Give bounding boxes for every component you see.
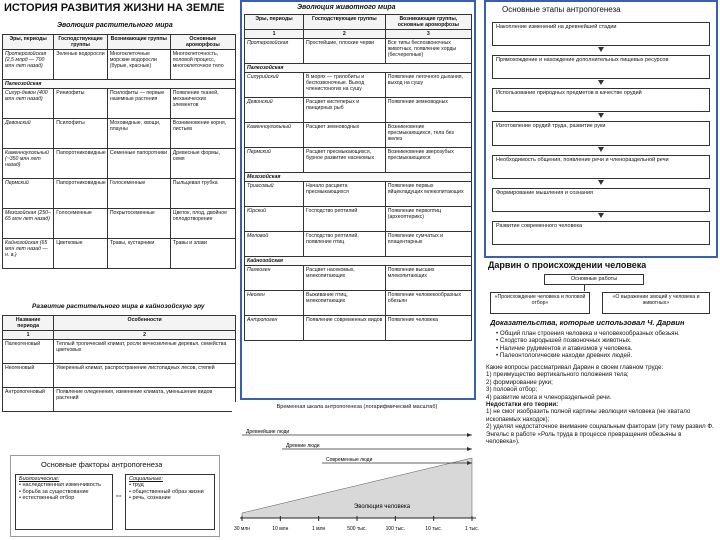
stage-box: Формирование мышления и сознания (492, 188, 710, 212)
bullet-icon: • (129, 482, 133, 489)
factor-text: наследственная изменчивость (22, 482, 101, 489)
table-row (3, 80, 236, 89)
work-2: «О выражении эмоций у человека и животных» (602, 292, 710, 314)
table-cell: Появление сумчатых и плацентарных (385, 232, 471, 257)
col-header: Особенности (54, 316, 236, 331)
down-arrow-icon (598, 47, 604, 52)
table-cell: Появление современных видов (304, 316, 386, 341)
factor-text: естественный отбор (22, 495, 75, 502)
table-cell: Травы, кустарники (107, 239, 170, 269)
stage-box: Необходимость общения, появление речи и членораздельной речи (492, 155, 710, 179)
table-cell: Палеогеновый (3, 340, 54, 364)
table-cell: Юрский (245, 207, 304, 232)
darwin-panel (484, 258, 718, 538)
animals-title: Эволюция животного мира (297, 4, 396, 11)
table-cell: Каменноугольный (~350 млн лет назад) (3, 149, 54, 179)
bio-title: Биологические: (19, 476, 60, 482)
questions-lead: Какие вопросы рассматривал Дарвин в своем главном труде: (486, 364, 664, 371)
factor-text: борьба за существование (22, 488, 89, 495)
down-arrow-icon (598, 113, 604, 118)
list-item: 3) половой отбор; (486, 386, 538, 394)
works-label: Основные работы (570, 276, 618, 282)
table-cell: Все типы беспозвоночных животных, появление хорды (бесчерепные) (385, 39, 471, 64)
list-item: 2) уделял недостаточное внимание социальным факторам (эту тему развил Ф. Энгельс в работе «Роль труда в процессе превращения обезьяны в человека»). (486, 423, 714, 446)
works-box (544, 274, 644, 285)
cenozoic-table (2, 315, 236, 412)
table-cell: Папоротниковидные (54, 149, 108, 179)
work-1: «Происхождение человека и половой отбор» (490, 292, 590, 314)
table-cell: Силурийский (245, 73, 304, 98)
table-cell: Пыльцевая трубка (170, 179, 235, 209)
down-arrow-icon (598, 147, 604, 152)
table-cell: Антропоген (245, 316, 304, 341)
stage-label: Древнейшие люди (246, 429, 290, 435)
bullet-icon: • (496, 344, 500, 352)
stages-title: Основные этапы антропогенеза (502, 5, 621, 14)
table-cell: Зеленые водоросли (54, 50, 108, 80)
table-cell: Появление человека (385, 316, 471, 341)
table-cell: Моховидные, хвощи, плауны (107, 119, 170, 149)
table-row (3, 388, 236, 412)
tick-label: 1 тыс. (465, 526, 479, 532)
questions-block (486, 364, 716, 445)
timeline-title: Временная шкала антропогенеза (логарифмический масштаб) (276, 404, 438, 410)
list-item (19, 495, 109, 501)
table-cell: Возникновение зверозубых пресмыкающихся (385, 148, 471, 173)
evidence-text: Наличие рудиментов и атавизмов у человека. (499, 344, 633, 352)
era-cell: Кайнозойская (245, 257, 472, 266)
table-row (245, 266, 472, 291)
table-cell: Появление высших млекопитающих (385, 266, 471, 291)
list-item: 4) развитие мозга и членораздельной речи. (486, 393, 612, 401)
table-cell: Появление земноводных (385, 98, 471, 123)
era-cell: Палеозойская (245, 64, 472, 73)
timeline-panel (232, 402, 484, 538)
tick-label: 10 млн (272, 526, 289, 532)
plants-subtitle: Эволюция растительного мира (57, 22, 173, 29)
table-row (3, 119, 236, 149)
table-cell: Неогеновый (3, 364, 54, 388)
list-item (496, 352, 712, 359)
table-row (245, 182, 472, 207)
table-cell: Папоротниковидные (54, 179, 108, 209)
table-cell: Каменноугольный (245, 123, 304, 148)
col-number: 1 (245, 30, 304, 39)
list-item (496, 345, 712, 352)
table-cell: Выживание птиц, млекопитающих (304, 291, 386, 316)
table-cell: Древесные формы, семя (170, 149, 235, 179)
table-cell: Травы и злаки (170, 239, 235, 269)
table-cell: Девонский (245, 98, 304, 123)
col-number: 1 (3, 331, 54, 340)
table-row (3, 209, 236, 239)
double-arrow-icon: ⇔ (114, 490, 123, 500)
col-header: Возникающие группы (107, 35, 170, 50)
evidence-list (496, 330, 712, 360)
bullet-icon: • (496, 330, 500, 337)
table-row (245, 173, 472, 182)
evidence-text: Сходство зародышей позвоночных животных. (499, 337, 632, 345)
col-number: 3 (385, 30, 471, 39)
table-cell: Протерозойская (245, 39, 304, 64)
factor-text: общественный образ жизни (132, 488, 204, 495)
weak-title: Недостатки его теории: (486, 401, 559, 409)
table-row (3, 364, 236, 388)
tick-label: 10 тыс. (425, 526, 443, 532)
page-title: ИСТОРИЯ РАЗВИТИЯ ЖИЗНИ НА ЗЕМЛЕ (4, 2, 225, 14)
table-cell: Мезозойская (250–65 млн лет назад) (3, 209, 54, 239)
table-cell: Меловой (245, 232, 304, 257)
stage-box: Накопление изменений на древнейшей стадии (492, 22, 710, 46)
table-cell: Возникновение корня, листьев (170, 119, 235, 149)
col-header: Эры, периоды (245, 15, 304, 30)
evidence-text: Общий план строения человека и человекообразных обезьян. (499, 330, 680, 337)
col-header: Господствующие группы (304, 15, 386, 30)
table-row (245, 316, 472, 341)
table-cell: Появление тканей, механических элементов (170, 89, 235, 119)
table-row (245, 123, 472, 148)
factor-text: речь, сознание (132, 495, 171, 502)
table-cell: Появление первых яйцекладущих млекопитающих (385, 182, 471, 207)
plants-table (2, 34, 236, 269)
table-cell: В морях — трилобиты и беспозвоночные. Выход членистоногих на сушу (304, 73, 386, 98)
table-row (245, 98, 472, 123)
col-header: Название периода (3, 316, 54, 331)
animals-panel (240, 0, 476, 400)
table-cell: Палеоген (245, 266, 304, 291)
table-row (245, 64, 472, 73)
tick-label: 30 млн (233, 526, 251, 532)
table-row (245, 207, 472, 232)
table-cell: Антропогеновый (3, 388, 54, 412)
animals-table (244, 14, 472, 341)
table-cell: Девонский (3, 119, 54, 149)
table-cell: Псилофиты (54, 119, 108, 149)
evolution-band-label: Эволюция человека (353, 504, 411, 510)
table-cell: Появление легочного дыхания, выход на сушу (385, 73, 471, 98)
list-item (129, 495, 211, 501)
bullet-icon: • (19, 495, 23, 502)
darwin-title: Дарвин о происхождении человека (488, 260, 647, 270)
table-cell: Силур-девон (400 млн лет назад) (3, 89, 54, 119)
table-cell: Многоклеточность, половой процесс, многоклеточное тело (170, 50, 235, 80)
social-title: Социальные: (129, 476, 163, 482)
evidence-title: Доказательства, которые использовал Ч. Дарвин (490, 318, 685, 327)
tick-label: 1 млн (312, 526, 326, 532)
cenozoic-plants-panel (2, 303, 238, 453)
table-row (245, 39, 472, 64)
table-cell: Триасовый (245, 182, 304, 207)
table-cell: Умеренный климат, распространение листопадных лесов, степей (54, 364, 236, 388)
arrow-head-icon (467, 447, 472, 451)
table-cell: Теплый тропический климат, росли вечнозеленые деревья, семейства цветковых (54, 340, 236, 364)
col-header: Господствующие группы (54, 35, 108, 50)
table-cell: Неоген (245, 291, 304, 316)
table-row (3, 340, 236, 364)
factors-panel (10, 455, 220, 537)
table-cell: Появление первоптиц (археоптерикс) (385, 207, 471, 232)
table-cell: Расцвет земноводных (304, 123, 386, 148)
stage-box: Прямохождение и нахождение дополнительных пищевых ресурсов (492, 55, 710, 79)
table-cell: Пермский (3, 179, 54, 209)
table-cell: Псилофиты — первые наземные растения (107, 89, 170, 119)
table-cell: Появление человекообразных обезьян (385, 291, 471, 316)
table-cell: Расцвет насекомых, млекопитающих (304, 266, 386, 291)
table-cell: Господство рептилий, появление птиц (304, 232, 386, 257)
bullet-icon: • (19, 482, 23, 489)
table-row (245, 73, 472, 98)
table-cell: Покрытосеменные (107, 209, 170, 239)
table-row (245, 148, 472, 173)
bullet-icon: • (19, 488, 23, 495)
col-header: Эры, периоды (3, 35, 54, 50)
era-cell: Мезозойская (245, 173, 472, 182)
table-cell: Риниофиты (54, 89, 108, 119)
stage-label: Древние люди (286, 443, 320, 449)
table-row (3, 89, 236, 119)
table-cell: Появление оледенения, изменение климата, уменьшение видов растений (54, 388, 236, 412)
table-cell: Расцвет кистеперых и панцирных рыб (304, 98, 386, 123)
table-cell: Голосеменные (54, 209, 108, 239)
table-cell: Цветковые (54, 239, 108, 269)
table-row (245, 291, 472, 316)
bio-factors-box (15, 474, 113, 530)
stage-box: Изготовление орудий труда, развитие руки (492, 121, 710, 145)
tick-label: 100 тыс. (385, 526, 406, 532)
factors-title: Основные факторы антропогенеза (41, 460, 163, 469)
table-cell: Голосеменные (107, 179, 170, 209)
down-arrow-icon (598, 80, 604, 85)
tick-label: 500 тыс. (347, 526, 367, 532)
social-factors-box (125, 474, 215, 530)
table-cell: Расцвет пресмыкающихся, бурное развитие насекомых (304, 148, 386, 173)
stages-panel (484, 0, 718, 258)
stage-box: Развитие современного человека (492, 221, 710, 245)
list-item (496, 337, 712, 344)
bullet-icon: • (496, 352, 500, 360)
table-row (3, 179, 236, 209)
timeline-chart (232, 418, 484, 538)
table-cell: Цветок, плод, двойное оплодотворение (170, 209, 235, 239)
table-cell: Семенные папоротники (107, 149, 170, 179)
down-arrow-icon (598, 180, 604, 185)
list-item (496, 330, 712, 337)
arrow-head-icon (467, 433, 472, 437)
list-item: 2) формирование руки; (486, 378, 553, 386)
table-cell: Многоклеточные морские водоросли (бурые, красные) (107, 50, 170, 80)
stages-flow (492, 22, 710, 254)
factor-text: труд (132, 482, 144, 489)
cenozoic-title: Развитие растительного мира в кайнозойскую эру (32, 303, 205, 310)
table-row (245, 232, 472, 257)
list-item: 1) преимущество вертикального положения тела; (486, 371, 629, 379)
table-cell: Пермский (245, 148, 304, 173)
col-number: 2 (54, 331, 236, 340)
bullet-icon: • (129, 488, 133, 495)
table-row (3, 239, 236, 269)
evidence-text: Палеонтологические находки древних людей. (499, 352, 633, 360)
list-item: 1) не смог изобразить полной картины эволюции человека (не хватало ископаемых находок); (486, 408, 691, 423)
plants-panel (2, 2, 238, 320)
table-cell: Кайнозойская (65 млн лет назад — н. в.) (3, 239, 54, 269)
col-number: 2 (304, 30, 386, 39)
table-row (3, 50, 236, 80)
down-arrow-icon (598, 213, 604, 218)
stage-label: Современные люди (326, 457, 373, 463)
era-cell: Палеозойская (3, 80, 236, 89)
table-row (245, 257, 472, 266)
table-cell: Возникновение пресмыкающихся, тела без желез (385, 123, 471, 148)
table-row (3, 149, 236, 179)
col-header: Основные ароморфозы (170, 35, 235, 50)
col-header: Возникающие группы, основные ароморфозы (385, 15, 471, 30)
bullet-icon: • (129, 495, 133, 502)
table-cell: Господство рептилий (304, 207, 386, 232)
table-cell: Протерозойская (2,5 млрд — 700 млн лет назад) (3, 50, 54, 80)
table-cell: Начало расцвета пресмыкающихся (304, 182, 386, 207)
bullet-icon: • (496, 337, 500, 345)
table-cell: Простейшие, плоские черви (304, 39, 386, 64)
stage-box: Использование природных предметов в качестве орудий (492, 88, 710, 112)
